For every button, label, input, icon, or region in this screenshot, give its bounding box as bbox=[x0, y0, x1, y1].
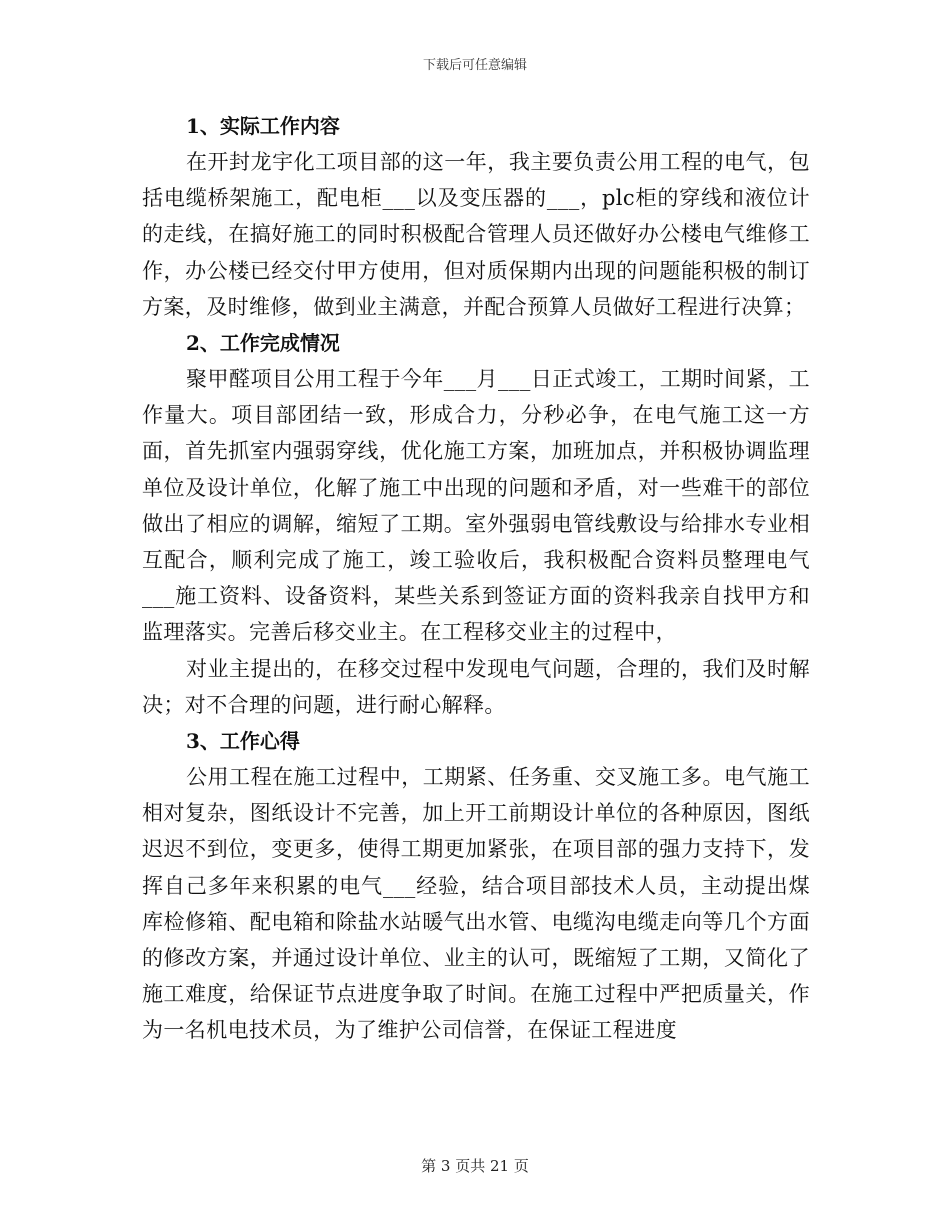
section-3 bbox=[142, 723, 810, 1049]
section-1 bbox=[142, 108, 810, 325]
paragraph: 在开封龙宇化工项目部的这一年，我主要负责公用工程的电气，包括电缆桥架施工，配电柜___以及变压器的___，plc柜的穿线和液位计的走线，在搞好施工的同时积极配合管理人员还做好办公楼电气维修工作，办公楼已经交付甲方使用，但对质保期内出现的问题能积极的制订方案，及时维修，做到业主满意，并配合预算人员做好工程进行决算； bbox=[142, 150, 810, 319]
paragraph: 公用工程在施工过程中，工期紧、任务重、交叉施工多。电气施工相对复杂，图纸设计不完善，加上开工前期设计单位的各种原因，图纸迟迟不到位，变更多，使得工期更加紧张，在项目部的强力支持下，发挥自己多年来积累的电气___经验，结合项目部技术人员，主动提出煤库检修箱、配电箱和除盐水站暖气出水管、电缆沟电缆走向等几个方面的修改方案，并通过设计单位、业主的认可，既缩短了工期，又简化了施工难度，给保证节点进度争取了时间。在施工过程中严把质量关，作为一名机电技术员，为了维护公司信誉，在保证工程进度 bbox=[142, 765, 810, 1043]
page-number: 第 3 页共 21 页 bbox=[421, 1157, 529, 1175]
section-heading: 3、工作心得 bbox=[186, 729, 300, 754]
section-heading: 1、实际工作内容 bbox=[186, 114, 340, 138]
section-2 bbox=[142, 325, 810, 723]
paragraph: 聚甲醛项目公用工程于今年___月___日正式竣工，工期时间紧，工作量大。项目部团结一致，形成合力，分秒必争，在电气施工这一方面，首先抓室内强弱穿线，优化施工方案，加班加点，并积极协调监理单位及设计单位，化解了施工中出现的问题和矛盾，对一些难干的部位做出了相应的调解，缩短了工期。室外强弱电管线敷设与给排水专业相互配合，顺利完成了施工，竣工验收后，我积极配合资料员整理电气___施工资料、设备资料，某些关系到签证方面的资料我亲自找甲方和监理落实。完善后移交业主。在工程移交业主的过程中， bbox=[142, 367, 810, 645]
document-body bbox=[142, 108, 810, 1049]
paragraph: 对业主提出的，在移交过程中发现电气问题，合理的，我们及时解决；对不合理的问题，进行耐心解释。 bbox=[142, 656, 810, 717]
page-header: 下载后可任意编辑 bbox=[422, 58, 527, 73]
section-heading: 2、工作完成情况 bbox=[186, 331, 340, 356]
